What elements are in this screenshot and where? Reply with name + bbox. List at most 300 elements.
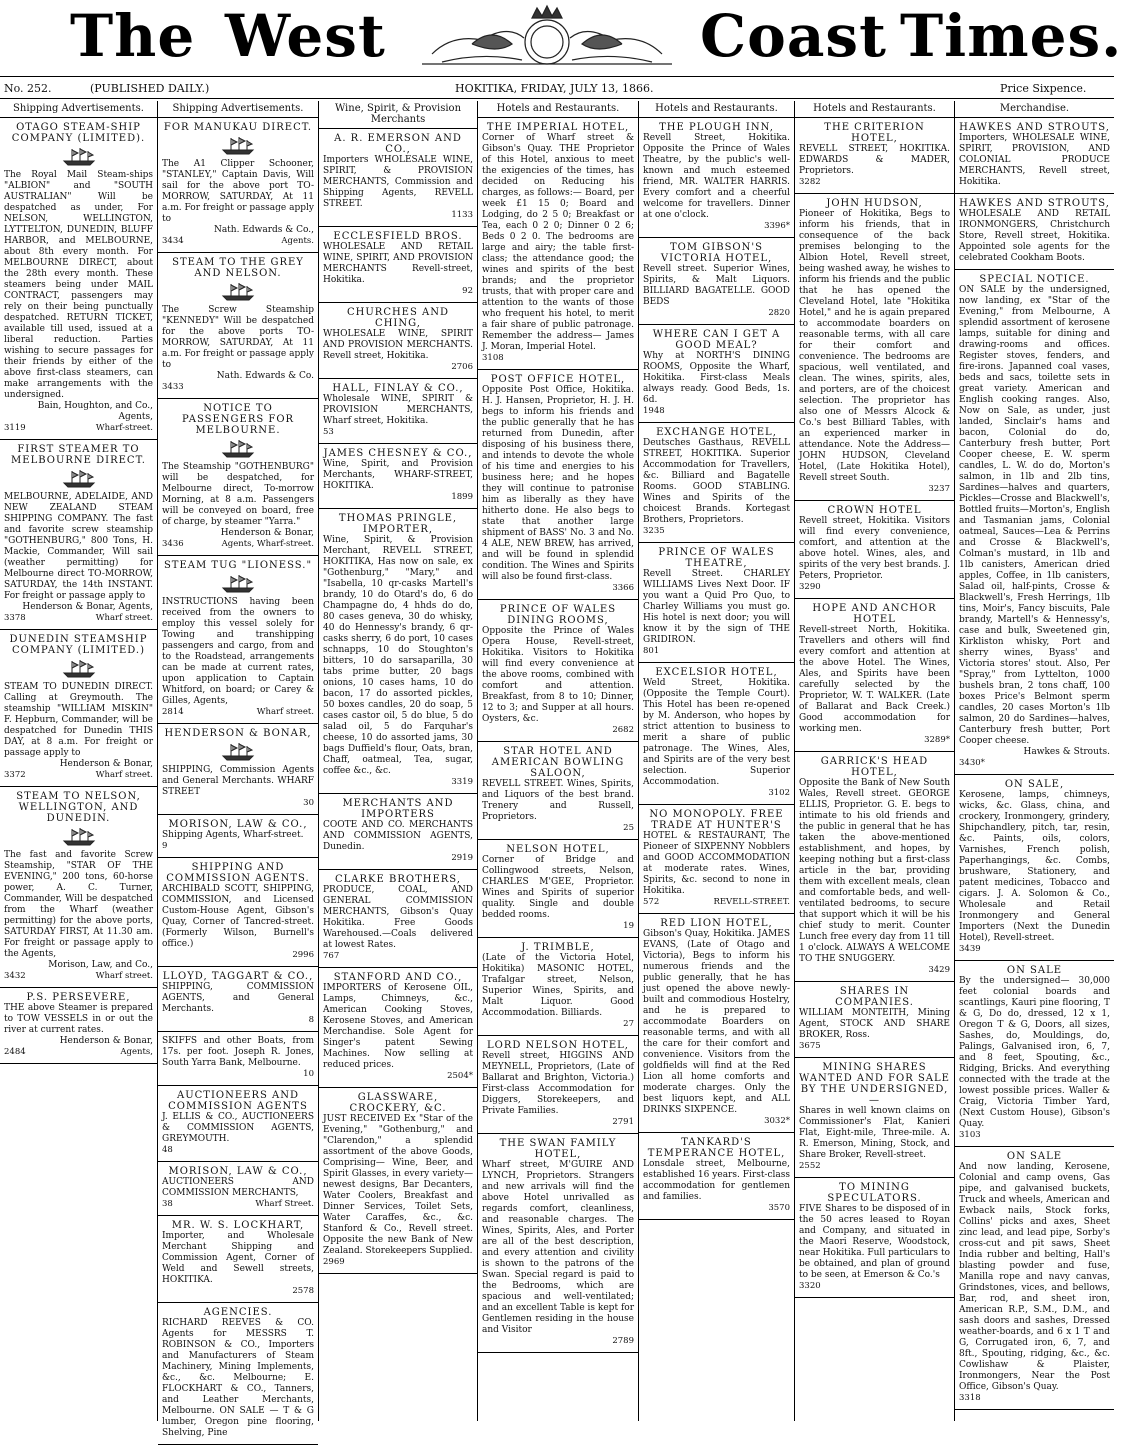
ship-icon	[162, 574, 314, 594]
advertisement	[478, 600, 638, 742]
ad-footer	[482, 1336, 634, 1347]
ad-address: 8	[308, 1015, 314, 1025]
advertisement	[639, 914, 794, 1133]
masthead-word: West	[225, 2, 386, 70]
ad-number: 48	[162, 1145, 173, 1155]
ad-headline: GARRICK'S HEAD HOTEL,	[820, 756, 929, 778]
royal-crest-icon	[412, 4, 682, 68]
advertisement	[319, 444, 477, 509]
ad-address: Agents,	[120, 1047, 153, 1057]
ad-address: 30	[303, 798, 314, 808]
ship-icon	[162, 742, 314, 762]
ad-body: FIVE Shares to be disposed of in the 50 acres leased to Royan and Company, and situated in the Maori Reserve, Woodstock, near Hokitika. Full particulars to be obtained, and plan of ground to be seen, at Emerson & Co.'s	[799, 1204, 950, 1280]
ad-footer	[162, 1145, 314, 1156]
advertisement	[319, 129, 477, 227]
ad-body: WHOLESALE AND RETAIL WINE, SPIRIT, AND PROVISION MERCHANTS Revell-street, Hokitika.	[323, 242, 473, 285]
ad-footer	[162, 798, 314, 809]
ad-headline: FOR MANUKAU DIRECT.	[163, 122, 313, 133]
ad-number: 3433	[162, 382, 184, 392]
advertisement	[319, 1088, 477, 1274]
ad-footer	[643, 308, 790, 319]
advertisement	[0, 988, 157, 1064]
column-header: Merchandise.	[955, 101, 1114, 118]
ad-signature: Nath. Edwards & Co.,	[213, 225, 314, 235]
ad-headline: THE IMPERIAL HOTEL,	[486, 122, 630, 133]
dateline	[0, 80, 1114, 98]
ship-icon	[4, 147, 153, 167]
ad-body: Deutsches Gasthaus, REVELL STREET, HOKITIKA. Superior Accommodation for Travellers, &c. Billiard and Bagatelle Rooms. GOOD STABLING. Wines and Spirits of the choicest Brands. Kortegast Brothers, Proprietors.	[643, 438, 790, 525]
ad-address: 3237	[928, 484, 950, 494]
ad-address: Wharf Street.	[255, 1199, 314, 1209]
ad-headline: A. R. EMERSON AND CO.,	[334, 133, 462, 155]
masthead-word: The	[70, 2, 196, 70]
ad-address: Wharf street.	[95, 971, 153, 981]
ad-body: REVELL STREET. Wines, Spirits, and Liquors of the best brand. Trenery and Russell, Proprietors.	[482, 779, 634, 822]
ad-headline: CHURCHES AND CHING,	[346, 307, 450, 329]
advertisement	[158, 1032, 318, 1086]
ad-address: 3429	[928, 965, 950, 975]
advertisement	[639, 543, 794, 663]
ad-body: IMPORTERS of Kerosene OIL, Lamps, Chimneys, &c., American Cooking Stoves, Kerosene Stoves, and American Merchandise. Sole Agent for Singer's patent Sewing Machines. Now selling at reduced prices.	[323, 983, 473, 1070]
ad-headline: P.S. PERSEVERE,	[26, 992, 131, 1003]
ad-footer	[323, 427, 473, 438]
column-header: Hotels and Restaurants.	[795, 101, 954, 118]
column-5	[639, 101, 794, 1421]
advertisement	[795, 194, 954, 501]
ad-headline: PRINCE OF WALES DINING ROOMS,	[499, 604, 617, 626]
ad-headline: LORD NELSON HOTEL,	[487, 1040, 629, 1051]
ad-body: STEAM TO DUNEDIN DIRECT. Calling at Greymouth. The steamship "WILLIAM MISKIN" F. Hepburn, Commander, will be despatched for Dunedin THIS DAY, at 8 a.m. For freight or passage apply to	[4, 682, 153, 758]
column-header: Shipping Advertisements.	[0, 101, 157, 118]
ad-body: Gibson's Quay, Hokitika. JAMES EVANS, (Late of Otago and Victoria), Begs to inform his numerous friends and the public generally, that he has just opened the above newly-built and commodious Hostelry, and he is prepared to accommodate Boarders on reasonable terms, and with all the care for their comfort and convenience. Visitors from the goldfields will find at the Red Lion all home comforts and moderate charges. Only the best liquors kept, and ALL DRINKS SIXPENCE.	[643, 929, 790, 1115]
masthead	[0, 0, 1122, 74]
ad-footer	[643, 897, 790, 908]
advertisement	[158, 118, 318, 253]
ad-address: 1133	[451, 210, 473, 220]
ad-body: Revell street, Hokitika. Visitors will find every convenience, comfort, and attention at the above hotel. Wines, ales, and spirits of the very best brands. J. Peters, Proprietor.	[799, 516, 950, 581]
ad-footer	[799, 735, 950, 746]
ad-footer	[959, 1393, 1110, 1404]
ad-number: 3439	[959, 944, 981, 954]
ad-signature: Bain, Houghton, and Co., Agents,	[37, 401, 153, 422]
ad-number: 1948	[643, 406, 665, 416]
ad-address: 2504*	[447, 1071, 473, 1081]
ad-number: 2814	[162, 707, 184, 717]
ad-body: ARCHIBALD SCOTT, SHIPPING, COMMISSION, and Licensed Custom-House Agent, Gibson's Quay, Corner of Tancred-street. (Formerly Wilson, Burnell's office.)	[162, 884, 314, 949]
ad-footer	[162, 950, 314, 961]
ship-icon	[4, 827, 153, 847]
ad-number: 3119	[4, 423, 26, 433]
ad-footer	[162, 841, 314, 852]
ad-footer	[4, 1047, 153, 1058]
ad-footer	[323, 777, 473, 788]
ad-number: 3282	[799, 177, 821, 187]
ad-footer	[162, 236, 314, 247]
ad-number: 3318	[959, 1393, 981, 1403]
ad-footer	[4, 971, 153, 982]
ad-body: Corner of Bridge and Collingwood streets, Nelson, CHARLES M'GEE, Proprietor. Wines and Spirits of superior quality. Single and double bedded rooms.	[482, 855, 634, 920]
ad-headline: HENDERSON & BONAR,	[164, 728, 312, 739]
ad-body: Revell street, HIGGINS AND MEYNELL, Proprietors, (Late of Ballarat and Brighton, Victoria.) First-class Accommodation for Diggers, Storekeepers, and Private Families.	[482, 1051, 634, 1116]
ad-footer	[162, 707, 314, 718]
ad-footer	[482, 921, 634, 932]
ad-footer	[482, 725, 634, 736]
advertisement	[158, 1216, 318, 1303]
advertisement	[955, 270, 1114, 775]
ad-body: Revell Street. CHARLEY WILLIAMS Lives Next Door. IF you want a Quid Pro Quo, to Charley Williams you must go. His hotel is next door; you will know it by the sign of THE GRIDIRON.	[643, 569, 790, 645]
ad-address: 2996	[292, 950, 314, 960]
ad-footer	[162, 1015, 314, 1026]
ad-body: And now landing, Kerosene, Colonial and camp ovens, Gas pipe, and galvanised buckets, Truck and wheels, American and Ewback nails, Stock forks, Collins' picks and axes, Sheet zinc lead, and lead pipe, Sorby's cross-cut and pit saws, Sheet India rubber and belting, Hall's blasting powder and fuse, Manilla rope and navy canvas, Grindstones, vices, and bellows, Bar, rod, and sheet iron, American R.P., S.M., D.M., and sash doors and sashes, Dressed weather-boards, and 6 x 1 T and G, Corrugated iron, 6, 7, and 8ft., Spouting, ridging, &c., &c. Cowlishaw & Plaister, Ironmongers, Near the Post Office, Gibson's Quay.	[959, 1162, 1110, 1392]
column-3	[319, 101, 477, 1421]
ad-body: Revell-street North, Hokitika. Travellers and others will find every comfort and attention at the above Hotel. The Wines, Ales, and Spirits have been carefully selected by the Proprietor, W. T. WALKER. (Late of Ballarat and Back Creek.) Good accommodation for working men.	[799, 625, 950, 734]
advertisement	[955, 194, 1114, 270]
ad-address: 19	[623, 921, 634, 931]
ad-number: 3675	[799, 1041, 821, 1051]
ad-number: 767	[323, 951, 340, 961]
ad-headline: AUCTIONEERS AND COMMISSION AGENTS	[168, 1090, 308, 1112]
place-and-date: HOKITIKA, FRIDAY, JULY 13, 1866.	[455, 82, 654, 95]
ad-headline: EXCHANGE HOTEL,	[656, 427, 777, 438]
ad-headline: MORISON, LAW & CO.,	[168, 1166, 308, 1177]
advertisement	[639, 663, 794, 805]
ad-address: Agents.	[281, 236, 314, 246]
advertisement	[319, 870, 477, 968]
issue-number: No. 252.	[4, 82, 52, 95]
ad-body: Importers, WHOLESALE WINE, SPIRIT, PROVISION, AND COLONIAL PRODUCE MERCHANTS, Revell street, Hokitika.	[959, 133, 1110, 187]
ad-body: Revell Street, Hokitika. Opposite the Prince of Wales Theatre, by the public's well-known and much esteemed friend, MR. WALTER HARRIS. Every comfort and a cheerful welcome for travellers. Dinner at one o'clock.	[643, 133, 790, 220]
advertisement	[478, 1036, 638, 1134]
ad-number: 2969	[323, 1257, 345, 1267]
ad-headline: ECCLESFIELD BROS.	[333, 231, 463, 242]
ad-address: REVELL-STREET.	[713, 897, 790, 907]
ad-number: 3434	[162, 236, 184, 246]
ad-body: MELBOURNE, ADELAIDE, AND NEW ZEALAND STEAM SHIPPING COMPANY. The fast and favorite screw steamship "GOTHENBURG," 800 Tons, H. Mackie, Commander, Will sail (weather permitting) for Melbourne direct TO-MORROW, SATURDAY, the 14th INSTANT. For freight or passage apply to	[4, 492, 153, 601]
advertisement	[158, 1303, 318, 1445]
ad-body: Wine, Spirit, and Provision Merchants, WHARF-STREET, HOKITIKA.	[323, 459, 473, 491]
advertisement	[0, 787, 157, 988]
ad-address: 27	[623, 1019, 634, 1029]
ad-headline: GLASSWARE, CROCKERY, &C.	[349, 1092, 447, 1114]
ship-icon	[162, 136, 314, 156]
ad-headline: SHIPPING AND COMMISSION AGENTS.	[166, 862, 310, 884]
ad-footer	[323, 286, 473, 297]
advertisement	[158, 815, 318, 858]
ad-headline: JAMES CHESNEY & CO.,	[323, 448, 473, 459]
ad-body: Shipping Agents, Wharf-street.	[162, 830, 304, 840]
ad-headline: STEAM TO NELSON, WELLINGTON, AND DUNEDIN.	[16, 791, 141, 824]
ad-body: SKIFFS and other Boats, from 17s. per foot. Joseph R. Jones, South Yarra Bank, Melbourne.	[162, 1036, 314, 1068]
advertisement	[158, 1162, 318, 1216]
ad-headline: TO MINING SPECULATORS.	[827, 1182, 922, 1204]
ad-address: 3319	[451, 777, 473, 787]
ad-footer	[323, 492, 473, 503]
ad-body: Wholesale WINE, SPIRIT & PROVISION MERCHANTS, Wharf street, Hokitika.	[323, 394, 473, 426]
advertisement	[319, 227, 477, 303]
ad-footer	[799, 1281, 950, 1292]
ad-footer	[162, 1069, 314, 1080]
price: Price Sixpence.	[1000, 82, 1087, 95]
ad-number: 3436	[162, 539, 184, 549]
ad-headline: MORISON, LAW & CO.,	[168, 819, 308, 830]
advertisement	[0, 630, 157, 787]
advertisement	[158, 967, 318, 1032]
ad-footer	[799, 1161, 950, 1172]
ad-address: Agents, Wharf-street.	[221, 539, 314, 549]
ad-body: Opposite the Prince of Wales Opera House, Revell-street, Hokitika. Visitors to Hokitika will find every convenience at the above rooms, combined with comfort and attention. Breakfast, from 8 to 10; Dinner, 12 to 3; and Supper at all hours. Oysters, &c.	[482, 626, 634, 724]
ad-address: 25	[623, 823, 634, 833]
ad-headline: ON SALE	[1006, 1151, 1063, 1162]
ad-footer	[323, 1071, 473, 1082]
ad-headline: AGENCIES.	[203, 1307, 273, 1318]
ad-headline: ON SALE,	[1004, 779, 1065, 790]
ad-headline: HOPE AND ANCHOR HOTEL	[812, 603, 937, 625]
column-header: Wine, Spirit, & Provision Merchants	[319, 101, 477, 129]
advertisement	[158, 556, 318, 724]
advertisement	[158, 858, 318, 967]
ad-address: 92	[462, 286, 473, 296]
ad-body: The Steamship "GOTHENBURG" will be despatched, for Melbourne direct, To-morrow Morning, at 8 a.m. Passengers will be conveyed on board, free of charge, by steamer "Yarra."	[162, 462, 314, 527]
ad-body: INSTRUCTIONS having been received from the owners to employ this vessel solely for Towing and transhipping passengers and cargo, from and to the Roadstead, arrangements can be made at current rates, upon application to Captain Whitford, on board; or Carey & Gilles, Agents,	[162, 597, 314, 706]
ad-footer	[162, 382, 314, 393]
ship-icon	[4, 469, 153, 489]
publication-frequency: (PUBLISHED DAILY.)	[90, 82, 210, 95]
masthead-word: Times.	[900, 2, 1122, 70]
ad-body: WHOLESALE WINE, SPIRIT AND PROVISION MERCHANTS. Revell street, Hokitika.	[323, 329, 473, 361]
advertisement	[639, 423, 794, 543]
ad-address: 2706	[451, 362, 473, 372]
advertisement	[795, 599, 954, 752]
column-7	[955, 101, 1114, 1421]
ad-body: Pioneer of Hokitika, Begs to inform his friends, that in consequence of the back premises belonging to the Albion Hotel, Revell street, being washed away, he wishes to inform his friends and the public that he has opened the Cleveland Hotel, late "Hokitika Hotel," and he is again prepared to accommodate boarders on reasonable terms, with all care for their comfort and convenience. The bedrooms are spacious, well ventilated, and clean. The wines, spirits, ales, and porters, are of the choicest selection. The proprietor has also one of Messrs Alcock & Co.'s best Billiard Tables, with an experienced marker in attendance. Note the Address— JOHN HUDSON, Cleveland Hotel, (Late Hokitika Hotel), Revell street South.	[799, 209, 950, 483]
ad-headline: NOTICE TO PASSENGERS FOR MELBOURNE.	[181, 403, 295, 436]
advertisement	[955, 775, 1114, 961]
ad-footer	[959, 758, 1110, 769]
ad-address: Wharf street.	[256, 707, 314, 717]
ad-footer	[799, 1041, 950, 1052]
ship-icon	[162, 282, 314, 302]
advertisement	[639, 805, 794, 914]
ad-footer	[799, 484, 950, 495]
ad-footer	[643, 646, 790, 657]
advertisement	[795, 118, 954, 194]
ad-headline: RED LION HOTEL,	[660, 918, 773, 929]
ad-footer	[643, 526, 790, 537]
ad-address: 2820	[768, 308, 790, 318]
ad-body: Revell street. Superior Wines, Spirits, & Malt Liquors. BILLIARD BAGATELLE. GOOD BEDS	[643, 264, 790, 307]
ad-headline: STAR HOTEL AND AMERICAN BOWLING SALOON,	[491, 746, 625, 779]
ad-body: Lonsdale street, Melbourne, established 16 years. First-class accommodation for gentlemen and families.	[643, 1159, 790, 1202]
ad-body: Importer, and Wholesale Merchant Shipping and Commission Agent, Corner of Weld and Sewell streets, HOKITIKA.	[162, 1231, 314, 1285]
ad-address: 2682	[612, 725, 634, 735]
ad-headline: JOHN HUDSON,	[826, 198, 923, 209]
ad-body: Importers WHOLESALE WINE, SPIRIT, & PROVISION MERCHANTS, Commission and Shipping Agents, REVELL STREET.	[323, 155, 473, 209]
ad-number: 2552	[799, 1161, 821, 1171]
ad-number: 2484	[4, 1047, 26, 1057]
ad-body: ON SALE by the undersigned, now landing, ex "Star of the Evening," from Melbourne, A splendid assortment of kerosene lamps, suitable for dining and drawing-rooms and offices. Register stoves, fenders, and fire-irons. Japanned coal vases, beds and sacs, toilette sets in great variety. American and English cooking ranges. Also, Now on Sale, as under, just landed, Sinclair's hams and bacon, Colonial do do, Canterbury fresh butter, Port Cooper cheese, E. W. sperm candles, L. W. do do, Morton's salmon, in 1lb and 2lb tins, Sardines—halves and quarters, Pickles—Crosse and Blackwell's, Bottled fruits—Morton's, English and Tasmanian jams, Colonial oatmeal, Sauces—Lea & Perrins and Crosse & Blackwell's, Colman's mustard, in 1lb and 1lb canisters, American dried apples, Coffee, in 1lb canisters, Salad oil, half-pints, Crosse & Blackwell's, Fresh Herrings, 1lb tins, Moir's, Fancy biscuits, Pale brandy, Martell's & Hennessy's, case and bulk, Sweetened gin, Kirkliston whisky, Port and sherry wines, Byass' and Victoria stores' stout. Also, Per "Spray," from Lyttelton, 1000 bushels bran, 2 tons chaff, 100 boxes Price's Belmont sperm candles, 20 cases Morton's 1lb salmon, 20 do Sardines—halves, Canterbury fresh butter, Port Cooper cheese.	[959, 285, 1110, 746]
ad-body: SHIPPING, Commission Agents and General Merchants. WHARF STREET	[162, 765, 314, 797]
ad-footer	[643, 788, 790, 799]
ad-address: 3289*	[924, 735, 950, 745]
ad-headline: HALL, FINLAY & CO.,	[332, 383, 464, 394]
advertisement	[478, 370, 638, 600]
column-header: Hotels and Restaurants.	[639, 101, 794, 118]
ad-address: 3396*	[764, 221, 790, 231]
ad-number: 3372	[4, 770, 26, 780]
ad-headline: NELSON HOTEL,	[506, 844, 610, 855]
ad-body: The A1 Clipper Schooner, "STANLEY," Captain Davis, Will sail for the above port TO-MORROW, SATURDAY, At 11 a.m. For freight or passage apply to	[162, 159, 314, 224]
advertisement	[795, 501, 954, 599]
advertisement	[158, 1086, 318, 1162]
ad-headline: NO MONOPOLY. FREE TRADE AT HUNTER'S	[649, 809, 784, 831]
ad-signature: Henderson & Bonar,	[59, 1036, 153, 1046]
ad-headline: STANFORD AND CO.,	[333, 972, 463, 983]
advertisement	[795, 1178, 954, 1298]
ad-body: The fast and favorite Screw Steamship, "STAR OF THE EVENING," 200 tons, 60-horse power, A. C. Turner, Commander, Will be despatched from the Wharf (weather permitting) for the above ports, SATURDAY FIRST, At 11.30 am. For freight or passage apply to the Agents,	[4, 850, 153, 959]
advertisement	[319, 303, 477, 379]
ad-number: 3320	[799, 1281, 821, 1291]
ad-body: HOTEL & RESTAURANT, The Pioneer of SIXPENNY Nobblers and GOOD ACCOMMODATION at moderate rates. Wines, Spirits, &c. second to none in Hokitika.	[643, 831, 790, 896]
ad-number: 3103	[959, 1130, 981, 1140]
ad-footer	[4, 770, 153, 781]
ad-address: 3102	[768, 788, 790, 798]
advertisement	[158, 399, 318, 556]
ad-footer	[482, 823, 634, 834]
column-2	[158, 101, 318, 1438]
ad-body: Weld Street, Hokitika. (Opposite the Temple Court). This Hotel has been re-opened by M. Anderson, who hopes by strict attention to business to merit a share of public patronage. The Wines, Ales, and Spirits are of the very best selection. Superior Accommodation.	[643, 678, 790, 787]
ad-address: Wharf street.	[95, 613, 153, 623]
ad-footer	[162, 1286, 314, 1297]
ad-body: Shares in well known claims on Commissioner's Flat, Kanieri Flat, Eight-mile, Three-mile. A. R. Emerson, Mining, Stock, and Share Broker, Revell-street.	[799, 1106, 950, 1160]
ad-footer	[323, 853, 473, 864]
ad-footer	[799, 582, 950, 593]
ad-body: Kerosene, lamps, chimneys, wicks, &c. Glass, china, and crockery, Ironmongery, grindery, Shipchandlery, pitch, tar, resin, &c. Paints, oils, colors, Varnishes, French polish, Paperhangings, &c. Combs, brushware, Stationery, and patent medicines, Tobacco and cigars. J. A. Solomon & Co., Wholesale and Retail Ironmongery and General Importers (Next the Dunedin Hotel), Revell-street.	[959, 790, 1110, 943]
ad-footer	[482, 353, 634, 364]
advertisement	[955, 118, 1114, 194]
ad-body: Opposite Post Office, Hokitika. H. J. Hansen, Proprietor, H. J. H. begs to inform his friends and the public generally that he has returned from Dunedin, after disposing of his business there, and intends to devote the whole of his time and energies to his business here; and he hopes they will continue to patronise him as liberally as they have hitherto done. He also begs to state that another large shipment of BASS' No. 3 and No. 4 ALE, NEW BREW, has arrived, and will be found in splendid condition. The Wines and Spirits will also be found first-class.	[482, 385, 634, 582]
ad-address: 2789	[612, 1336, 634, 1346]
ad-body: WILLIAM MONTEITH, Mining Agent, STOCK AND SHARE BROKER, Ross.	[799, 1008, 950, 1040]
ad-signature: Hawkes & Strouts.	[1023, 747, 1110, 757]
ad-footer	[643, 406, 790, 417]
ad-signature: Henderson & Bonar,	[59, 759, 153, 769]
advertisement	[639, 1133, 794, 1220]
ad-headline: THE CRITERION HOTEL,	[824, 122, 925, 144]
ad-body: The Royal Mail Steam-ships "ALBION" and "SOUTH AUSTRALIAN" Will be despatched as under, For NELSON, WELLINGTON, LYTTELTON, DUNEDIN, BLUFF HARBOR, and MELBOURNE, about 8th every month. For MELBOURNE DIRECT, about the 28th every month. These steamers being under MAIL CONTRACT, passengers may rely on their being punctually despatched. RETURN TICKET, available till used, issued at a liberal reduction. Parties wishing to secure passages for their friends by either of the above first-class steamers, can make arrangements with the undersigned.	[4, 170, 153, 400]
ship-icon	[162, 439, 314, 459]
ad-footer	[482, 583, 634, 594]
advertisement	[158, 253, 318, 399]
ad-headline: THE SWAN FAMILY HOTEL,	[499, 1138, 617, 1160]
ad-headline: DUNEDIN STEAMSHIP COMPANY (LIMITED.)	[9, 634, 148, 656]
advertisement	[0, 440, 157, 630]
ad-body: WHOLESALE AND RETAIL IRONMONGERS, Christchurch Store, Revell street, Hokitika. Appointed sole agents for the celebrated Cookham Boots.	[959, 209, 1110, 263]
ad-address: 2578	[292, 1286, 314, 1296]
ad-address: 3366	[612, 583, 634, 593]
advertisement	[639, 118, 794, 238]
ad-footer	[643, 1116, 790, 1127]
ad-number: 572	[643, 897, 660, 907]
ad-number: 3108	[482, 353, 504, 363]
masthead-word: Coast	[700, 2, 887, 70]
ad-body: THE above Steamer is prepared to TOW VESSELS in or out the river at current rates.	[4, 1003, 153, 1035]
ad-body: COOTE AND CO. MERCHANTS AND COMMISSION AGENTS, Dunedin.	[323, 820, 473, 852]
ad-address: Wharf street.	[95, 770, 153, 780]
ad-footer	[799, 177, 950, 188]
ad-address: 2919	[451, 853, 473, 863]
ad-headline: FIRST STEAMER TO MELBOURNE DIRECT.	[11, 444, 146, 466]
ad-headline: TOM GIBSON'S VICTORIA HOTEL,	[660, 242, 773, 264]
ad-headline: PRINCE OF WALES THEATRE,	[658, 547, 775, 569]
ad-body: (Late of the Victoria Hotel, Hokitika) MASONIC HOTEL, Trafalgar street, Nelson, Superior Wines, Spirits, and Malt Liquor. Good Accommodation. Billiards.	[482, 953, 634, 1018]
advertisement	[795, 982, 954, 1058]
ad-headline: CROWN HOTEL	[827, 505, 922, 516]
ad-headline: MR. W. S. LOCKHART,	[171, 1220, 305, 1231]
ad-headline: WHERE CAN I GET A GOOD MEAL?	[652, 329, 781, 351]
ad-number: 9	[162, 841, 168, 851]
column-1	[0, 101, 157, 1421]
divider	[0, 98, 1114, 99]
column-4	[478, 101, 638, 1421]
ad-headline: OTAGO STEAM-SHIP COMPANY (LIMITED).	[11, 122, 146, 144]
ad-signature: Henderson & Bonar, Agents,	[22, 602, 153, 612]
ad-number: 3235	[643, 526, 665, 536]
ad-body: Opposite the Bank of New South Wales, Revell street. GEORGE ELLIS, Proprietor. G. E. begs to intimate to his old friends and the public in general that he has taken the above-mentioned establishment, and hopes, by keeping nothing but a first-class article in the bar, providing them with excellent meals, clean and comfortable beds, and well-ventilated bedrooms, to secure that support which it will be his chief study to merit. Counter Lunch free every day from 11 till 1 o'clock. ALWAYS A WELCOME TO THE SNUGGERY.	[799, 778, 950, 964]
ad-headline: HAWKES AND STROUTS,	[959, 122, 1110, 133]
advertisement	[158, 724, 318, 815]
ad-footer	[959, 944, 1110, 955]
ad-headline: STEAM TO THE GREY AND NELSON.	[172, 257, 304, 279]
ad-footer	[643, 221, 790, 232]
ad-address: 1899	[451, 492, 473, 502]
ad-headline: CLARKE BROTHERS,	[335, 874, 461, 885]
advertisement	[639, 325, 794, 423]
ad-address: 3032*	[764, 1116, 790, 1126]
ad-headline: EXCELSIOR HOTEL,	[655, 667, 778, 678]
advertisement	[478, 742, 638, 840]
ad-signature: Nath. Edwards & Co.	[216, 371, 314, 381]
advertisement	[478, 1134, 638, 1353]
divider	[0, 76, 1114, 77]
ad-footer	[959, 1130, 1110, 1141]
ad-body: By the undersigned— 30,000 feet colonial boards and scantlings, Kauri pine flooring, T & G, Do do, dressed, 12 x 1, Oregon T & G, Doors, all sizes, Sashes, do, Mouldings, do, Palings, Galvanised iron, 6, 7, and 8 feet, Spouting, &c., Ridging, Bricks. And everything connected with the trade at the lowest possible prices. Waller & Craig, Victoria Timber Yard, (Next Custom House), Gibson's Quay.	[959, 976, 1110, 1129]
ad-number: 3432	[4, 971, 26, 981]
ad-body: J. ELLIS & CO., AUCTIONEERS & COMMISSION AGENTS, GREYMOUTH.	[162, 1112, 314, 1144]
ad-number: 53	[323, 427, 334, 437]
ad-body: Wharf street, M'GUIRE AND LYNCH, Proprietors. Strangers and new arrivals will find the above Hotel unrivalled as regards comfort, cleanliness, and reasonable charges. The Wines, Spirits, Ales, and Porter are all of the best description, and every attention and civility is shown to the patrons of the Swan. Special regard is paid to the Bedrooms, which are spacious and well-ventilated; and an excellent Table is kept for Gentlemen residing in the house and Visitor	[482, 1160, 634, 1335]
ad-headline: SPECIAL NOTICE.	[979, 274, 1090, 285]
ad-headline: J. TRIMBLE,	[521, 942, 595, 953]
column-header: Shipping Advertisements.	[158, 101, 318, 118]
ad-body: REVELL STREET, HOKITIKA. EDWARDS & MADER, Proprietors.	[799, 144, 950, 176]
ad-footer	[162, 1199, 314, 1210]
ad-number: 3430*	[959, 758, 985, 768]
column-header: Hotels and Restaurants.	[478, 101, 638, 118]
ad-number: 38	[162, 1199, 173, 1209]
ad-number: 3290	[799, 582, 821, 592]
advertisement	[795, 752, 954, 982]
advertisement	[955, 1147, 1114, 1410]
ad-signature: Morison, Law, and Co.,	[48, 960, 153, 970]
advertisement	[319, 509, 477, 794]
advertisement	[639, 238, 794, 325]
advertisement	[478, 938, 638, 1036]
ad-footer	[4, 423, 153, 434]
advertisement	[319, 379, 477, 444]
ad-headline: STEAM TUG "LIONESS."	[163, 560, 313, 571]
advertisement	[795, 1058, 954, 1178]
ad-footer	[323, 362, 473, 373]
